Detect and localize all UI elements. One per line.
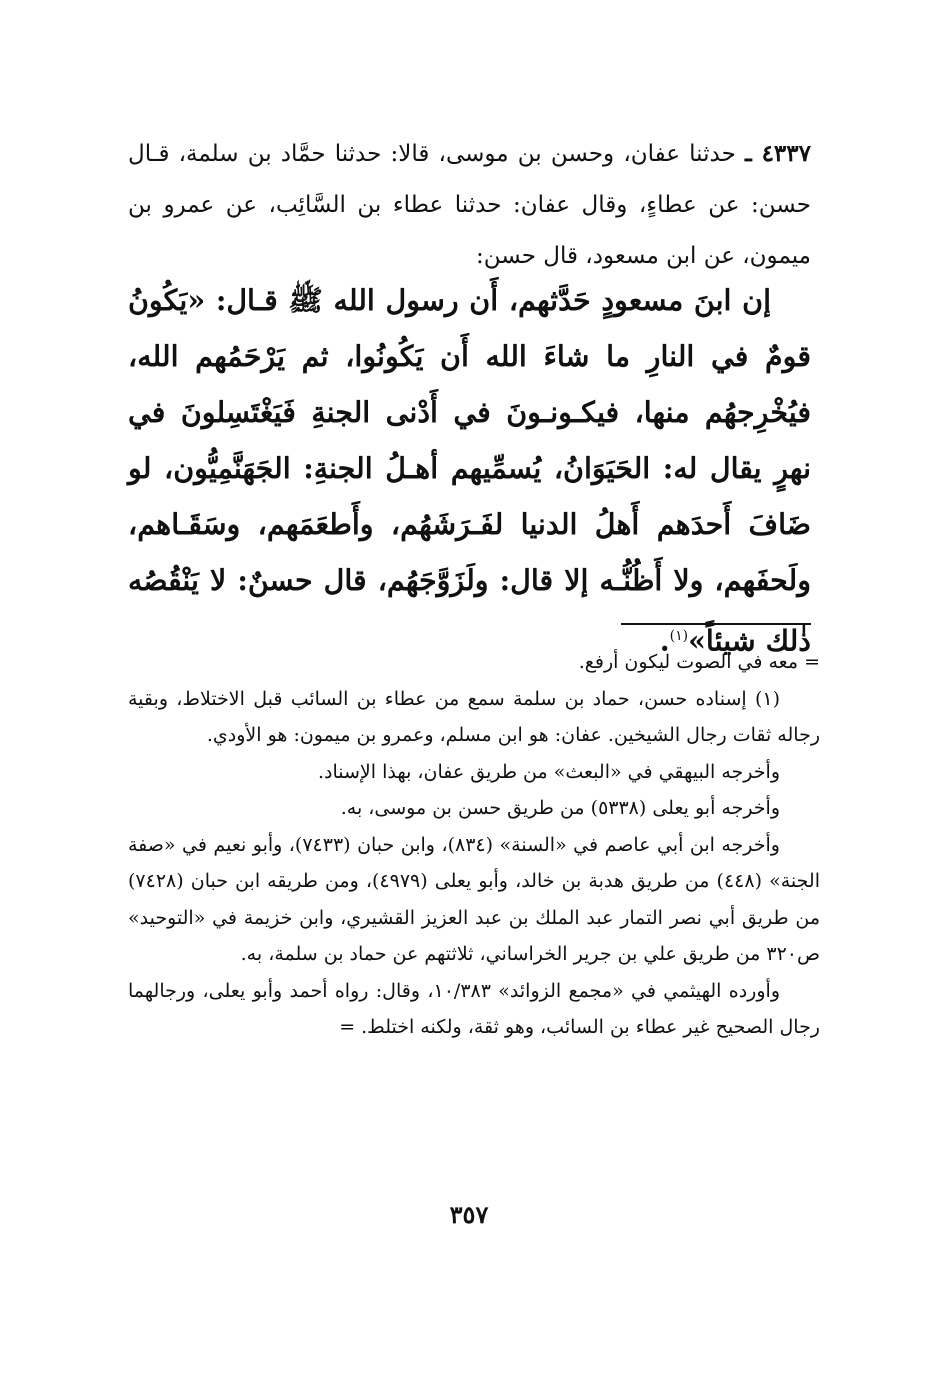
matn-text: إن ابنَ مسعودٍ حَدَّثهم، أَن رسول الله ﷺ قـال: «يَكُونُ قومٌ في النارِ ما شاءَ الله أَن يَكُونُوا، ثم يَرْحَمُهم الله، فيُخْرِجهُم منها، فيكـونـونَ في أَدْنى الجنةِ فَيَغْتَسِلونَ في نهرٍ يقال له: الحَيَوَانُ، يُسمِّيهم أهـلُ الجنةِ: الجَهَنَّمِيُّون، لو ضَافَ أَحدَهم أَهلُ الدنيا لفَـرَشَهُم، وأَطعَمَهم، وسَقَـاهم، ولَحفَهم، ولا أَظُنُّـه إلا قال: ولَزَوَّجَهُم، قال حسنٌ: لا يَنْقُصُه ذٰلك شيئاً» — [128, 283, 811, 658]
footnote-continuation: = معه في الصوت ليكون أرفع. — [578, 651, 820, 673]
footnote-1: (١) إسناده حسن، حماد بن سلمة سمع من عطاء بن السائب قبل الاختلاط، وبقية رجاله ثقات رجال الشيخين. عفان: هو ابن مسلم، وعمرو بن ميمون: هو الأودي. — [128, 687, 820, 746]
hadith-matn: إن ابنَ مسعودٍ حَدَّثهم، أَن رسول الله ﷺ قـال: «يَكُونُ قومٌ في النارِ ما شاءَ الله أَن يَكُونُوا، ثم يَرْحَمُهم الله، فيُخْرِجهُم منها، فيكـونـونَ في أَدْنى الجنةِ فَيَغْتَسِلونَ في نهرٍ يقال له: الحَيَوَانُ، يُسمِّيهم أهـلُ الجنةِ: الجَهَنَّمِيُّون، لو ضَافَ أَحدَهم أَهلُ الدنيا لفَـرَشَهُم، وأَطعَمَهم، وسَقَـاهم، ولَحفَهم، ولا أَظُنُّـه إلا قال: ولَزَوَّجَهُم، قال حسنٌ: لا يَنْقُصُه ذٰلك شيئاً»$^{(١)}$. — [128, 283, 811, 658]
footnote-paragraph: وأورده الهيثمي في «مجمع الزوائد» ١٠/٣٨٣، وقال: رواه أحمد وأبو يعلى، ورجالهما رجال الصحيح غير عطاء بن السائب، وهو ثقة، ولكنه اختلط. = — [128, 979, 820, 1038]
hadith-isnad — [128, 128, 811, 282]
isnad-text: حدثنا عفان، وحسن بن موسى، قالا: حدثنا حمَّاد بن سلمة، قـال حسن: عن عطاءٍ، وقال عفان: حدثنا عطاء بن السَّائِب، عن عمرو بن ميمون، عن ابن مسعود، قال حسن: — [128, 141, 811, 269]
footnote-separator — [621, 623, 811, 625]
hadith-number: ٤٣٣٧ ـ — [744, 140, 811, 167]
footnote-paragraph: وأخرجه ابن أبي عاصم في «السنة» (٨٣٤)، وابن حبان (٧٤٣٣)، وأبو نعيم في «صفة الجنة» (٤٤٨) من طريق هدبة بن خالد، وأبو يعلى (٤٩٧٩)، ومن طريقه ابن حبان (٧٤٢٨) من طريق أبي نصر التمار عبد الملك بن عبد العزيز القشيري، وابن خزيمة في «التوحيد» ص٣٢٠ من طريق علي بن جرير الخراساني، ثلاثتهم عن حماد بن سلمة، به. — [128, 833, 820, 965]
footnote-reference: (١) — [669, 628, 689, 644]
page-number: ٣٥٧ — [449, 1200, 489, 1229]
footnote-paragraph: وأخرجه أبو يعلى (٥٣٣٨) من طريق حسن بن موسى، به. — [340, 797, 780, 819]
footnotes-section — [128, 644, 820, 1046]
footnote-paragraph: وأخرجه البيهقي في «البعث» من طريق عفان، بهذا الإسناد. — [317, 760, 780, 783]
